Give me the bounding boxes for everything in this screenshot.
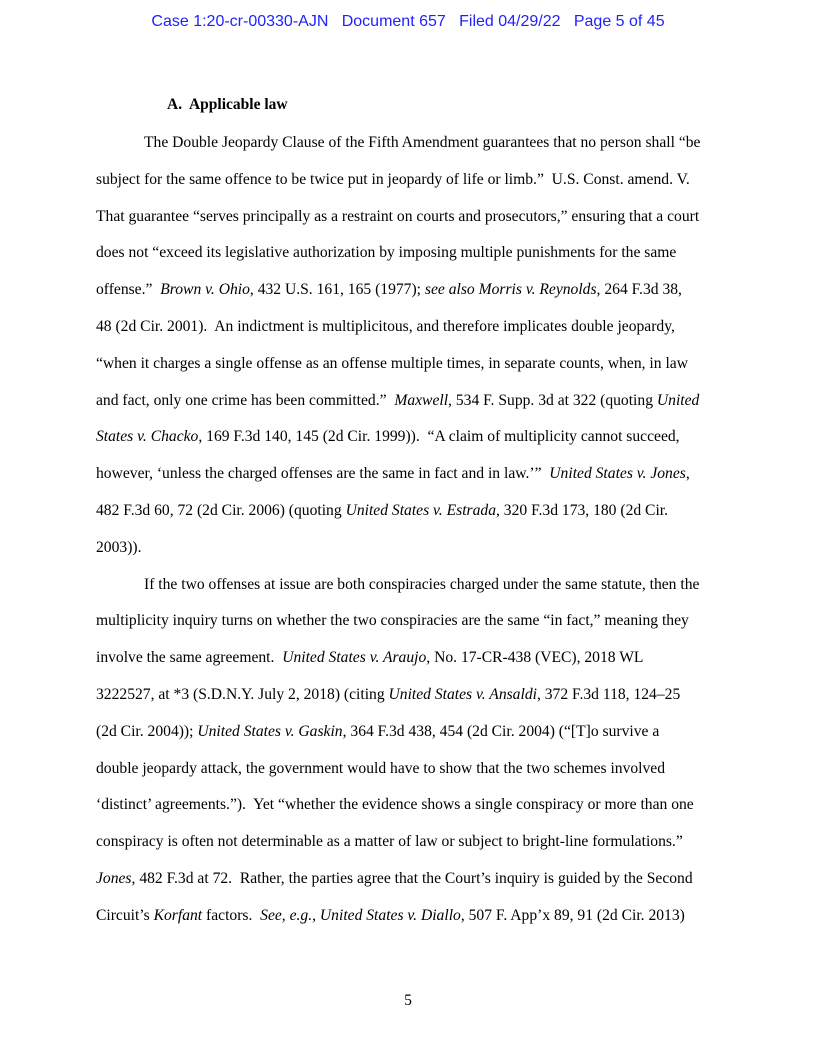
text-segment: That guarantee “serves principally as a restraint on courts and prosecutors,” ensuring that a court: [96, 207, 700, 225]
text-segment: , 482 F.3d at 72. Rather, the parties agree that the Court’s inquiry is guided by the Second: [131, 869, 693, 887]
text-line: [96, 501, 720, 538]
text-segment: does not “exceed its legislative authorization by imposing multiple punishments for the same: [96, 244, 677, 262]
text-line: [96, 280, 720, 317]
text-segment: , 364 F.3d 438, 454 (2d Cir. 2004) (“[T]o survive a: [342, 722, 660, 740]
text-line: [96, 207, 720, 244]
text-line: [96, 832, 720, 869]
text-segment: Circuit’s: [96, 906, 154, 924]
text-line: [96, 427, 720, 464]
text-line: [96, 133, 720, 170]
italic-citation: Korfant: [153, 906, 203, 924]
italic-citation: United States v. Diallo: [319, 906, 461, 924]
paragraph: [96, 575, 720, 943]
text-segment: , 320 F.3d 173, 180 (2d Cir.: [496, 501, 669, 519]
text-line: [96, 391, 720, 428]
text-segment: double jeopardy attack, the government would have to show that the two schemes involved: [96, 759, 666, 777]
text-segment: 2003)).: [96, 538, 142, 556]
text-segment: and fact, only one crime has been committed.”: [96, 391, 395, 409]
text-line: [96, 611, 720, 648]
italic-citation: See, e.g.: [260, 906, 313, 924]
text-line: [96, 759, 720, 796]
text-segment: If the two offenses at issue are both conspiracies charged under the same statute, then the: [144, 575, 700, 593]
page-number: 5: [404, 992, 412, 1009]
text-segment: , 264 F.3d 38,: [596, 281, 682, 299]
text-segment: 3222527, at *3 (S.D.N.Y. July 2, 2018) (citing: [96, 685, 389, 703]
paragraph: [96, 133, 720, 575]
text-segment: , 507 F. App’x 89, 91 (2d Cir. 2013): [460, 906, 685, 924]
section-heading: A. Applicable law: [167, 96, 288, 113]
text-segment: (2d Cir. 2004));: [96, 722, 198, 740]
text-segment: , 169 F.3d 140, 145 (2d Cir. 1999)). “A claim of multiplicity cannot succeed,: [198, 428, 680, 446]
body-text: [96, 133, 720, 943]
italic-citation: United States v. Jones: [549, 465, 686, 483]
italic-citation: Jones: [96, 869, 132, 887]
italic-citation: States v. Chacko: [96, 428, 199, 446]
italic-citation: United States v. Estrada: [345, 501, 496, 519]
text-segment: ‘distinct’ agreements.”). Yet “whether the evidence shows a single conspiracy or more than one: [96, 796, 694, 814]
text-line: [96, 317, 720, 354]
text-line: [96, 685, 720, 722]
italic-citation: United States v. Ansaldi: [388, 685, 537, 703]
text-segment: , 432 U.S. 161, 165 (1977);: [249, 281, 425, 299]
text-segment: factors.: [202, 906, 261, 924]
text-segment: conspiracy is often not determinable as a matter of law or subject to bright-line formulations.”: [96, 833, 683, 851]
text-segment: ,: [685, 465, 690, 483]
text-segment: , 534 F. Supp. 3d at 322 (quoting: [448, 391, 657, 409]
text-segment: offense.”: [96, 281, 161, 299]
text-line: [96, 722, 720, 759]
text-segment: subject for the same offence to be twice put in jeopardy of life or limb.” U.S. Const. amend. V.: [96, 170, 690, 188]
text-line: [96, 575, 720, 612]
text-segment: multiplicity inquiry turns on whether the two conspiracies are the same “in fact,” meaning they: [96, 612, 689, 630]
italic-citation: Brown v. Ohio: [160, 281, 250, 299]
text-line: [96, 648, 720, 685]
text-line: [96, 869, 720, 906]
text-segment: however, ‘unless the charged offenses are the same in fact and in law.’”: [96, 465, 550, 483]
text-line: [96, 354, 720, 391]
text-line: [96, 170, 720, 207]
text-segment: , 372 F.3d 118, 124–25: [536, 685, 681, 703]
italic-citation: see also Morris v. Reynolds: [424, 281, 597, 299]
text-segment: 482 F.3d 60, 72 (2d Cir. 2006) (quoting: [96, 501, 346, 519]
text-segment: The Double Jeopardy Clause of the Fifth Amendment guarantees that no person shall “be: [144, 134, 701, 151]
text-segment: 48 (2d Cir. 2001). An indictment is multiplicitous, and therefore implicates double jeopardy,: [96, 317, 675, 335]
italic-citation: Maxwell: [394, 391, 449, 409]
text-segment: involve the same agreement.: [96, 649, 283, 667]
text-line: [96, 243, 720, 280]
text-segment: , No. 17-CR-438 (VEC), 2018 WL: [426, 649, 644, 667]
italic-citation: United States v. Gaskin: [197, 722, 343, 740]
text-segment: ,: [312, 906, 320, 924]
ecf-header-stamp: Case 1:20-cr-00330-AJN Document 657 Filed 04/29/22 Page 5 of 45: [151, 13, 665, 30]
text-segment: “when it charges a single offense as an offense multiple times, in separate counts, when, in law: [96, 354, 688, 372]
text-line: [96, 538, 720, 575]
text-line: [96, 464, 720, 501]
italic-citation: United: [656, 391, 700, 409]
text-line: [96, 795, 720, 832]
text-line: [96, 906, 720, 943]
italic-citation: United States v. Araujo: [282, 649, 427, 667]
